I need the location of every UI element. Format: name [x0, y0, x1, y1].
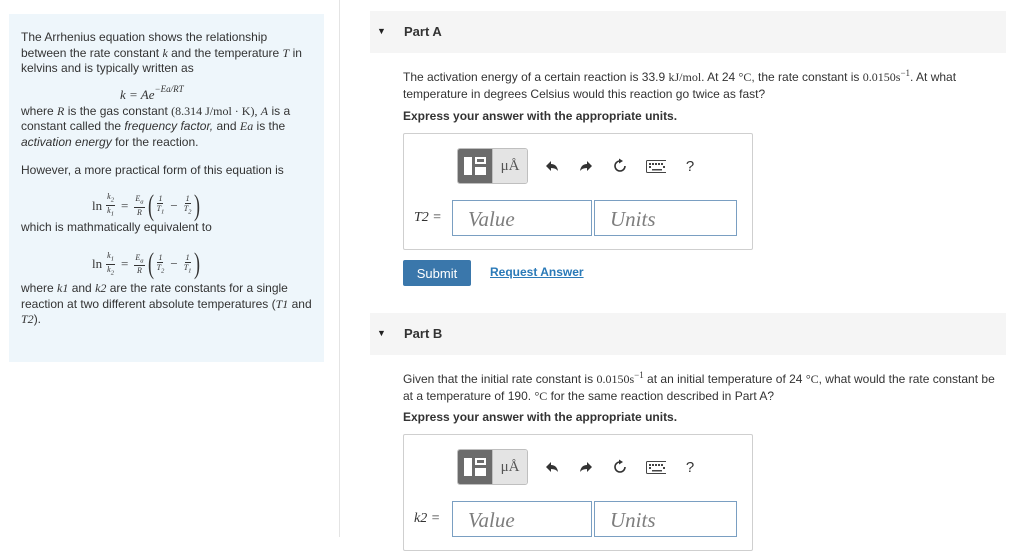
part-b-header[interactable]: [370, 313, 1006, 355]
intro-panel: [9, 14, 324, 362]
intro-paragraph-2: where R is the gas constant (8.314 J/mol · K), A is a constant called the frequency factor, and Ea is the activation energy for the reaction.: [21, 103, 291, 149]
keyboard-icon[interactable]: [646, 450, 666, 484]
log-form-equation-1: ln $\frac{k_2}{k_1}$ = $\frac{E_a}{R}$ ( $\frac{1}{T_1}$ − $\frac{1}{T_2}$ ): [92, 188, 201, 222]
part-a-question: The activation energy of a certain reaction is 33.9 kJ/mol. At 24 °C, the rate constant is $0.0150s^{-1}$. At what temperature in degrees Celsius would this reaction go twice as fast?: [403, 68, 957, 101]
reset-icon[interactable]: [610, 149, 630, 183]
intro-paragraph-1: The Arrhenius equation shows the relationship between the rate constant k and the temperature T in kelvins and is typically written as: [21, 30, 302, 75]
units-button[interactable]: μÅ: [492, 450, 527, 484]
collapse-icon[interactable]: ▼: [377, 26, 386, 36]
part-b-title: Part B: [404, 326, 443, 341]
keyboard-icon[interactable]: [646, 149, 666, 183]
part-b-instruction: Express your answer with the appropriate units.: [403, 410, 678, 424]
arrhenius-equation: k = Ae $^{-Ea/RT}$: [120, 83, 184, 102]
part-b-variable-label: k2 =: [414, 511, 441, 526]
part-a-units-input[interactable]: Units: [594, 200, 737, 236]
part-a-toolbar: [457, 148, 700, 184]
intro-paragraph-5: where k1 and k2 are the rate constants for a single reaction at two different absolute temperatures (T1 and T2).: [21, 281, 312, 326]
template-button[interactable]: [458, 149, 492, 183]
undo-icon[interactable]: [542, 450, 562, 484]
collapse-icon[interactable]: ▼: [377, 328, 386, 338]
part-a-variable-label: T2 =: [414, 210, 442, 225]
part-b-answer-box: [403, 434, 753, 551]
part-b-toolbar: [457, 449, 700, 485]
submit-button[interactable]: Submit: [403, 260, 471, 286]
templates-button-group: [457, 148, 528, 184]
part-a-title: Part A: [404, 24, 442, 39]
template-icon: [463, 156, 487, 176]
redo-icon[interactable]: [576, 450, 596, 484]
help-icon[interactable]: ?: [685, 458, 695, 476]
part-b-value-input[interactable]: Value: [452, 501, 592, 537]
undo-icon[interactable]: [542, 149, 562, 183]
intro-paragraph-4: which is mathmatically equivalent to: [21, 219, 212, 234]
part-a-value-input[interactable]: Value: [452, 200, 592, 236]
part-a-answer-box: [403, 133, 753, 250]
panel-divider: [339, 0, 340, 537]
templates-button-group: [457, 449, 528, 485]
units-button[interactable]: μÅ: [492, 149, 527, 183]
template-button[interactable]: [458, 450, 492, 484]
request-answer-link[interactable]: Request Answer: [490, 265, 584, 279]
reset-icon[interactable]: [610, 450, 630, 484]
template-icon: [463, 457, 487, 477]
log-form-equation-2: ln $\frac{k_1}{k_2}$ = $\frac{E_a}{R}$ ( $\frac{1}{T_2}$ − $\frac{1}{T_1}$ ): [92, 247, 201, 280]
part-a-header[interactable]: [370, 11, 1006, 53]
help-icon[interactable]: ?: [685, 157, 695, 175]
redo-icon[interactable]: [576, 149, 596, 183]
part-b-question: Given that the initial rate constant is $0.0150s^{-1}$ at an initial temperature of 24 °C, what would the rate constant be at a temperature of 190. °C for the same reaction described in Part A?: [403, 370, 995, 403]
part-a-instruction: Express your answer with the appropriate units.: [403, 109, 678, 123]
intro-paragraph-3: However, a more practical form of this equation is: [21, 163, 284, 177]
part-b-units-input[interactable]: Units: [594, 501, 737, 537]
